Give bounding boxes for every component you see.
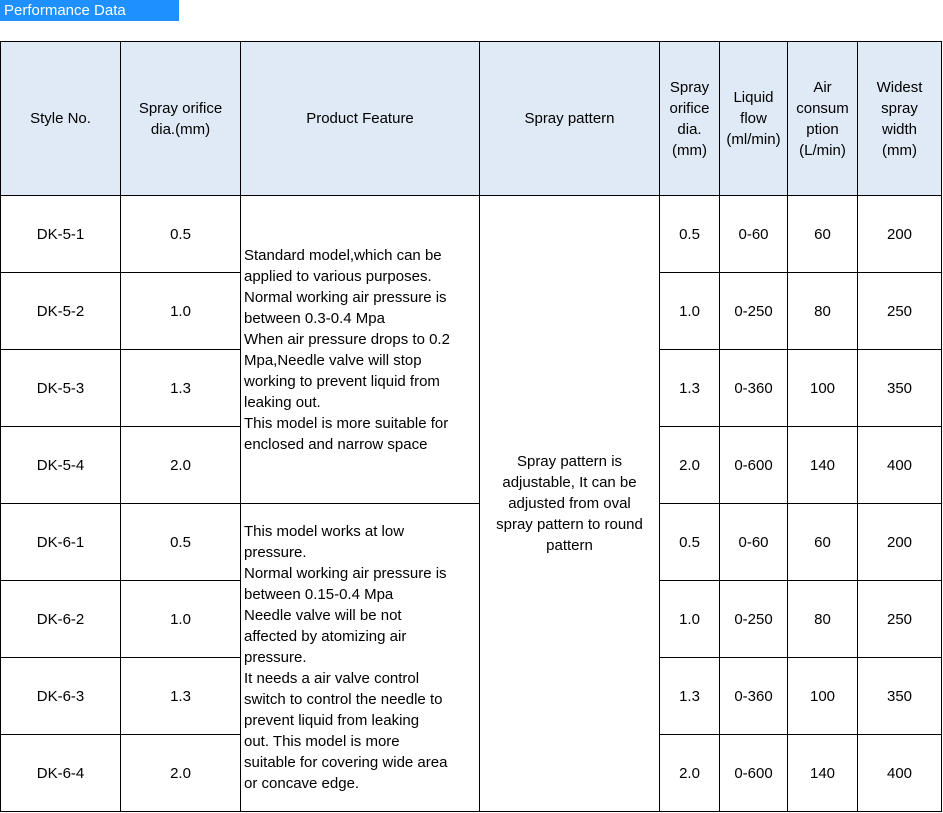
cell-width: 400 (858, 735, 942, 812)
header-product-feature: Product Feature (241, 42, 480, 196)
cell-liquid-flow: 0-600 (720, 735, 788, 812)
cell-air: 80 (788, 273, 858, 350)
cell-air: 100 (788, 350, 858, 427)
cell-style: DK-5-2 (1, 273, 121, 350)
cell-air: 60 (788, 196, 858, 273)
cell-orifice-2: 1.3 (660, 658, 720, 735)
cell-orifice: 0.5 (121, 196, 241, 273)
cell-width: 350 (858, 350, 942, 427)
cell-liquid-flow: 0-360 (720, 350, 788, 427)
cell-style: DK-5-4 (1, 427, 121, 504)
cell-orifice: 1.3 (121, 350, 241, 427)
cell-orifice-2: 2.0 (660, 735, 720, 812)
header-spray-orifice: Spray orifice dia.(mm) (121, 42, 241, 196)
cell-width: 400 (858, 427, 942, 504)
cell-orifice: 1.3 (121, 658, 241, 735)
cell-style: DK-6-2 (1, 581, 121, 658)
cell-liquid-flow: 0-600 (720, 427, 788, 504)
cell-liquid-flow: 0-60 (720, 504, 788, 581)
cell-orifice-2: 2.0 (660, 427, 720, 504)
header-widest-spray-width: Widest spray width (mm) (858, 42, 942, 196)
cell-air: 100 (788, 658, 858, 735)
cell-orifice: 0.5 (121, 504, 241, 581)
table-row (1, 196, 942, 273)
cell-spray-pattern: Spray pattern is adjustable, It can be adjusted from oval spray pattern to round pattern (480, 196, 660, 812)
cell-orifice: 2.0 (121, 735, 241, 812)
cell-liquid-flow: 0-360 (720, 658, 788, 735)
cell-orifice-2: 1.0 (660, 581, 720, 658)
header-air-consumption: Air consum ption (L/min) (788, 42, 858, 196)
cell-air: 140 (788, 427, 858, 504)
cell-style: DK-6-1 (1, 504, 121, 581)
cell-feature-dk5: Standard model,which can be applied to various purposes. Normal working air pressure is between 0.3-0.4 Mpa When air pressure drops to 0.2 Mpa,Needle valve will stop working to prevent liquid from leaking out. This model is more suitable for enclosed and narrow space (241, 196, 480, 504)
cell-width: 200 (858, 504, 942, 581)
cell-air: 80 (788, 581, 858, 658)
cell-orifice: 1.0 (121, 581, 241, 658)
cell-width: 350 (858, 658, 942, 735)
page-title: Performance Data (0, 0, 179, 21)
cell-liquid-flow: 0-250 (720, 581, 788, 658)
cell-liquid-flow: 0-60 (720, 196, 788, 273)
cell-orifice: 2.0 (121, 427, 241, 504)
cell-style: DK-6-3 (1, 658, 121, 735)
cell-style: DK-5-1 (1, 196, 121, 273)
cell-orifice-2: 1.0 (660, 273, 720, 350)
cell-feature-dk6: This model works at low pressure. Normal working air pressure is between 0.15-0.4 Mpa Needle valve will be not affected by atomizing air pressure. It needs a air valve control switch to control the needle to prevent liquid from leaking out. This model is more suitable for covering wide area or concave edge. (241, 504, 480, 812)
cell-width: 250 (858, 581, 942, 658)
cell-width: 250 (858, 273, 942, 350)
cell-orifice-2: 1.3 (660, 350, 720, 427)
header-style-no: Style No. (1, 42, 121, 196)
performance-table (0, 41, 942, 812)
cell-style: DK-5-3 (1, 350, 121, 427)
cell-width: 200 (858, 196, 942, 273)
cell-air: 140 (788, 735, 858, 812)
cell-orifice: 1.0 (121, 273, 241, 350)
header-row (1, 42, 942, 196)
cell-air: 60 (788, 504, 858, 581)
table-row (1, 504, 942, 581)
header-liquid-flow: Liquid flow (ml/min) (720, 42, 788, 196)
cell-style: DK-6-4 (1, 735, 121, 812)
cell-liquid-flow: 0-250 (720, 273, 788, 350)
header-spray-orifice-2: Spray orifice dia. (mm) (660, 42, 720, 196)
cell-orifice-2: 0.5 (660, 196, 720, 273)
cell-orifice-2: 0.5 (660, 504, 720, 581)
header-spray-pattern: Spray pattern (480, 42, 660, 196)
